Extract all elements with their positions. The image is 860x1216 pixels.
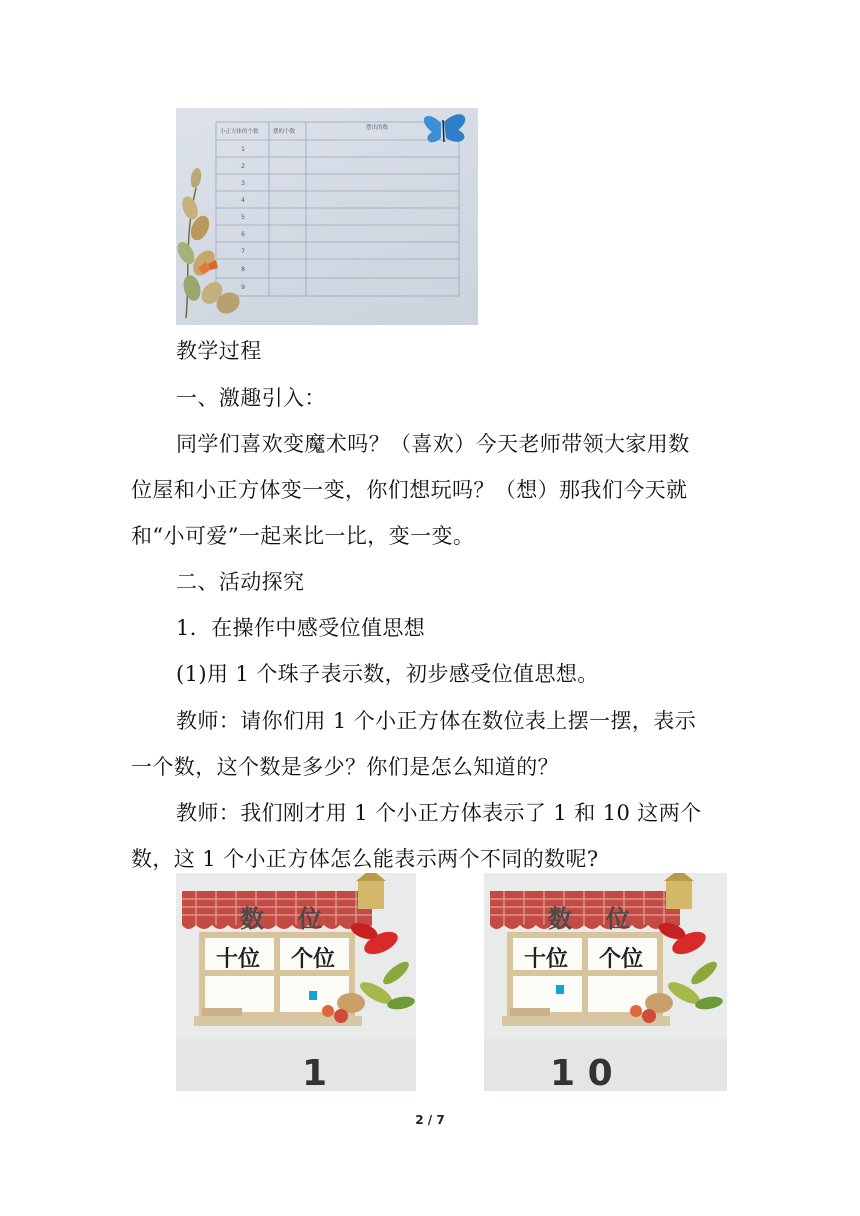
number-shown: 1 bbox=[302, 1053, 328, 1091]
table-row-number: 7 bbox=[241, 248, 245, 255]
number-shown: 1 0 bbox=[550, 1053, 613, 1091]
sign-char-place: 位 bbox=[298, 905, 322, 933]
table-row-number: 2 bbox=[241, 163, 245, 170]
table-row-number: 4 bbox=[241, 197, 245, 204]
paragraph-teacher2-line2: 数，这 1 个小正方体怎么能表示两个不同的数呢? bbox=[131, 847, 599, 871]
paragraph-intro-line2: 位屋和小正方体变一变，你们想玩吗？（想）那我们今天就 bbox=[131, 478, 688, 502]
table-row-number: 8 bbox=[241, 266, 245, 273]
sign-char-place: 位 bbox=[606, 905, 630, 933]
table-header-number-made: 摆出的数 bbox=[366, 125, 389, 131]
table-row-number: 9 bbox=[241, 284, 245, 291]
table-header-placed-count: 摆的个数 bbox=[273, 129, 296, 135]
paragraph-teacher2-line1: 教师：我们刚才用 1 个小正方体表示了 1 和 10 这两个 bbox=[176, 801, 702, 825]
subsection-heading-place-value: 1．在操作中感受位值思想 bbox=[176, 616, 426, 640]
section-heading-activity: 二、活动探究 bbox=[176, 570, 305, 594]
label-ones: 个位 bbox=[599, 947, 644, 972]
cube-marker bbox=[556, 985, 564, 994]
table-row-number: 5 bbox=[241, 214, 245, 221]
page-number: 2 / 7 bbox=[415, 1113, 445, 1127]
paragraph-teacher1-line2: 一个数，这个数是多少？你们是怎么知道的？ bbox=[131, 755, 559, 779]
table-row-number: 1 bbox=[241, 146, 245, 153]
step-heading-one-bead: (1)用 1 个珠子表示数，初步感受位值思想。 bbox=[176, 662, 599, 686]
floral-decoration-icon bbox=[176, 167, 243, 318]
paragraph-teacher1-line1: 教师：请你们用 1 个小正方体在数位表上摆一摆，表示 bbox=[176, 709, 697, 733]
label-ones: 个位 bbox=[291, 947, 336, 972]
section-heading-intro: 一、激趣引入： bbox=[176, 386, 326, 410]
section-title-teaching-process: 教学过程 bbox=[176, 339, 262, 363]
paragraph-intro-line3: 和“小可爱”一起来比一比，变一变。 bbox=[131, 524, 475, 548]
label-tens: 十位 bbox=[524, 947, 569, 972]
paragraph-intro-line1: 同学们喜欢变魔术吗？（喜欢）今天老师带领大家用数 bbox=[176, 432, 690, 456]
place-value-house-photo-1 bbox=[176, 873, 416, 1091]
table-row-number: 3 bbox=[241, 180, 245, 187]
worksheet-table-photo bbox=[176, 108, 478, 325]
table-header-cube-count: 小正方体的个数 bbox=[220, 129, 259, 135]
label-tens: 十位 bbox=[216, 947, 261, 972]
sign-char-digit: 数 bbox=[548, 905, 572, 933]
table-row-number: 6 bbox=[241, 231, 245, 238]
sign-char-digit: 数 bbox=[240, 905, 264, 933]
cube-marker bbox=[309, 991, 317, 1000]
butterfly-icon bbox=[424, 114, 465, 142]
place-value-house-photo-2 bbox=[484, 873, 727, 1091]
